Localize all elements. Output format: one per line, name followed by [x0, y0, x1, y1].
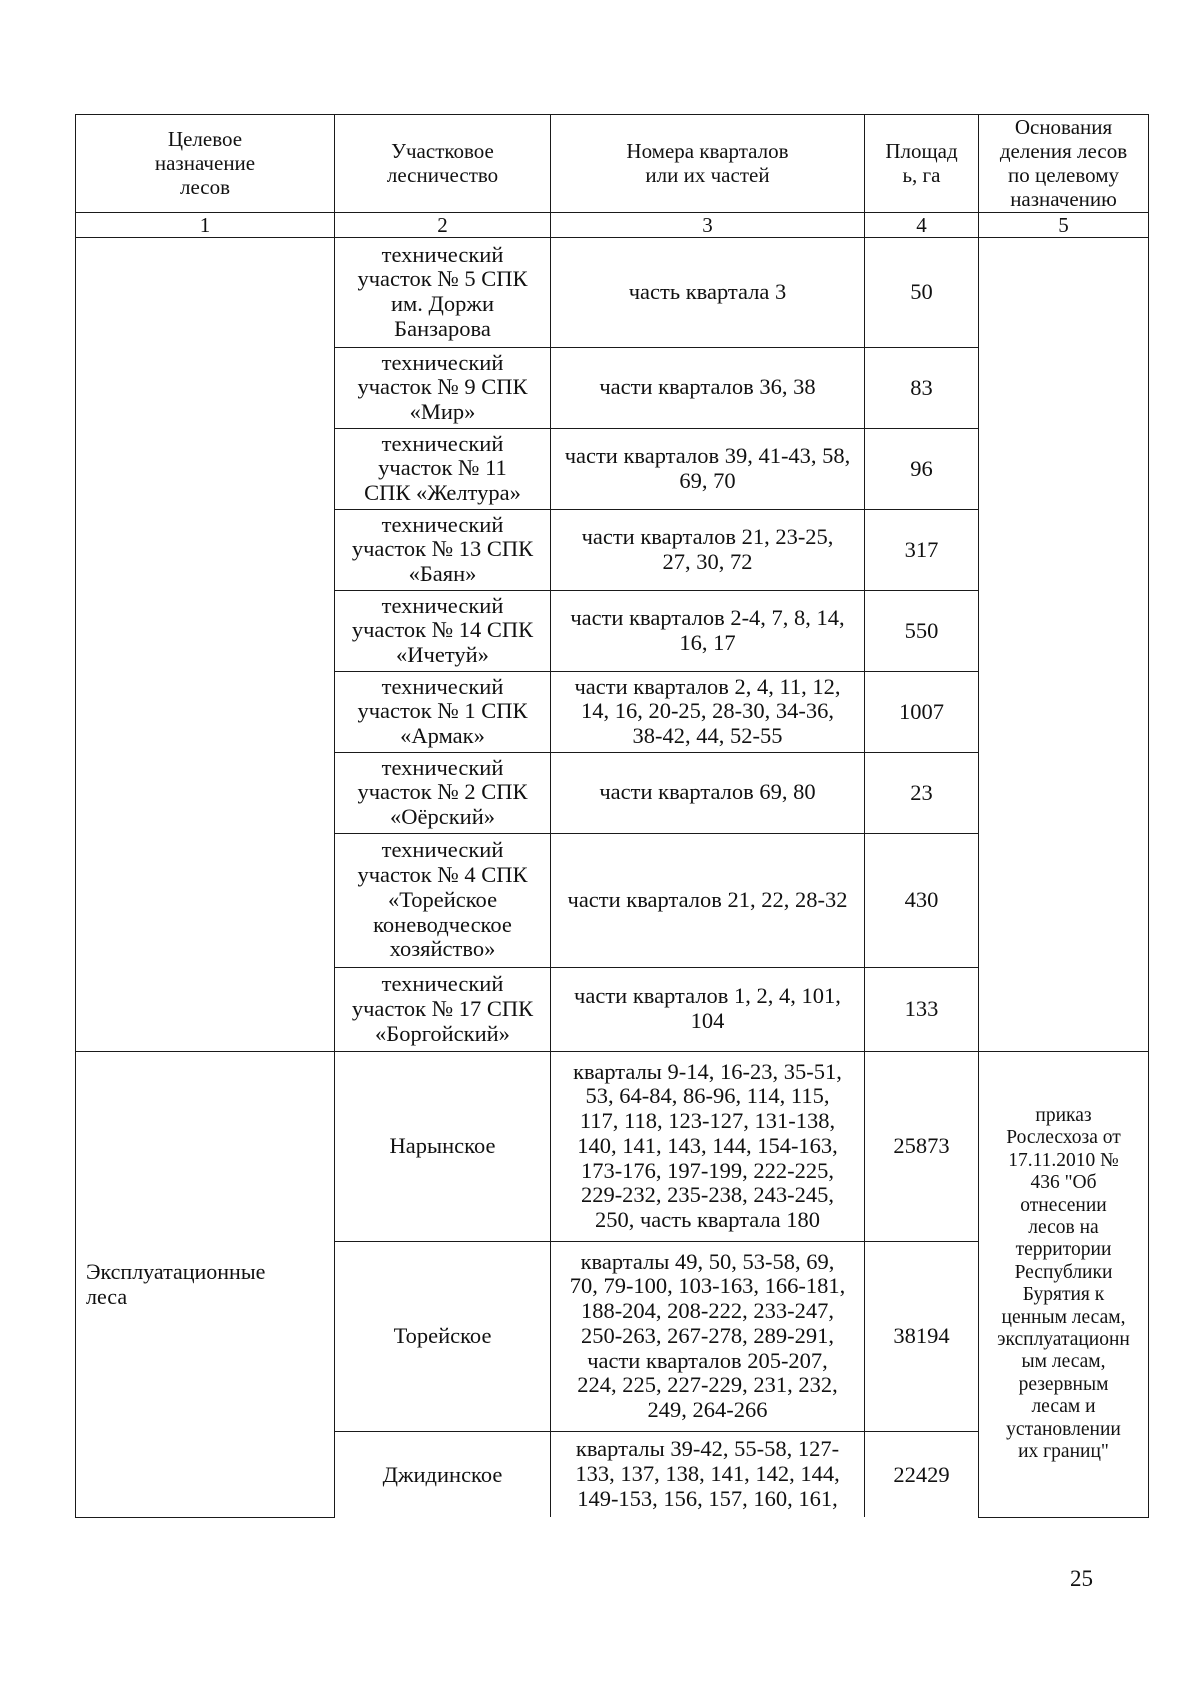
quarters-cell-line: 250, часть квартала 180	[594, 1207, 821, 1233]
area-cell	[865, 752, 979, 833]
forestry-cell	[335, 671, 551, 752]
forestry-cell-line: Торейское	[393, 1323, 492, 1349]
purpose-cell-line: леса	[86, 1284, 128, 1310]
area-cell-line: 1007	[899, 698, 944, 724]
quarters-cell	[551, 833, 865, 967]
basis-cell-line: территории	[1015, 1239, 1112, 1261]
basis-cell-line: Республики	[1014, 1261, 1113, 1283]
quarters-cell	[551, 671, 865, 752]
column-header-line: назначение	[154, 151, 256, 176]
column-header-line: лесничество	[386, 163, 499, 188]
quarters-cell-line: 133, 137, 138, 141, 142, 144,	[575, 1461, 840, 1487]
forestry-cell-line: технический	[381, 241, 504, 267]
column-header	[551, 115, 865, 213]
quarters-cell	[551, 347, 865, 428]
quarters-cell-line: части кварталов 1, 2, 4, 101,	[574, 983, 841, 1009]
quarters-cell	[551, 1051, 865, 1241]
area-cell	[865, 833, 979, 967]
column-header-line: назначению	[1010, 187, 1117, 212]
column-number	[335, 212, 551, 237]
purpose-cell-empty	[76, 237, 335, 1051]
forestry-cell	[335, 590, 551, 671]
column-number-line: 5	[1058, 212, 1069, 237]
forestry-cell-line: им. Доржи	[391, 291, 494, 317]
forestry-cell-line: технический	[381, 349, 504, 375]
forestry-cell-line: технический	[381, 430, 504, 456]
table-row	[76, 1051, 1149, 1241]
area-cell	[865, 1051, 979, 1241]
forestry-cell-line: Нарынское	[389, 1133, 496, 1159]
basis-cell-line: ценным лесам,	[1001, 1306, 1126, 1328]
quarters-cell-line: 250-263, 267-278, 289-291,	[580, 1322, 835, 1348]
quarters-cell-line: 229-232, 235-238, 243-245,	[580, 1182, 835, 1208]
column-header-line: по целевому	[1007, 163, 1119, 188]
forestry-cell	[335, 237, 551, 347]
quarters-cell-line: части кварталов 205-207,	[587, 1347, 828, 1373]
column-header	[335, 115, 551, 213]
area-cell	[865, 428, 979, 509]
forestry-cell	[335, 1431, 551, 1517]
forestry-cell-line: участок № 13 СПК	[351, 536, 534, 562]
forestry-cell	[335, 428, 551, 509]
column-number-line: 1	[199, 212, 211, 237]
forestry-cell-line: технический	[381, 511, 504, 537]
forestry-cell-line: участок № 1 СПК	[357, 698, 528, 724]
quarters-cell-line: 16, 17	[679, 629, 736, 655]
quarters-cell-line: кварталы 39-42, 55-58, 127-	[575, 1436, 840, 1462]
forestry-cell-line: Джидинское	[382, 1461, 503, 1487]
quarters-cell-line: часть квартала 3	[628, 278, 787, 304]
header-row	[76, 115, 1149, 213]
area-cell	[865, 590, 979, 671]
basis-cell-line: их границ"	[1018, 1441, 1109, 1463]
quarters-cell-line: 27, 30, 72	[662, 548, 753, 574]
forestry-cell-line: Банзарова	[394, 315, 491, 341]
column-header-line: Номера кварталов	[626, 139, 789, 164]
forestry-cell-line: «Боргойский»	[375, 1020, 510, 1046]
forestry-cell-line: технический	[381, 971, 504, 997]
forestry-cell-line: технический	[381, 592, 504, 618]
column-number-line: 3	[702, 212, 713, 237]
column-header	[865, 115, 979, 213]
forestry-cell-line: участок № 14 СПК	[351, 617, 534, 643]
column-number-row	[76, 212, 1149, 237]
column-header-line: Участковое	[391, 139, 494, 164]
quarters-cell-line: 53, 64-84, 86-96, 114, 115,	[585, 1083, 830, 1109]
forestry-cell	[335, 833, 551, 967]
quarters-cell-line: 104	[690, 1008, 725, 1034]
quarters-cell	[551, 1431, 865, 1517]
basis-cell	[979, 1051, 1149, 1517]
area-cell	[865, 967, 979, 1051]
column-number	[979, 212, 1149, 237]
column-header	[76, 115, 335, 213]
column-number	[865, 212, 979, 237]
quarters-cell-line: 69, 70	[679, 467, 736, 493]
area-cell	[865, 347, 979, 428]
basis-cell-line: лесам и	[1031, 1396, 1096, 1418]
quarters-cell-line: 14, 16, 20-25, 28-30, 34-36,	[580, 698, 835, 724]
forestry-cell-line: СПК «Желтура»	[364, 480, 521, 506]
area-cell	[865, 237, 979, 347]
basis-cell-line: резервным	[1018, 1373, 1109, 1395]
basis-cell-line: приказ	[1035, 1104, 1092, 1126]
column-number	[76, 212, 335, 237]
forestry-cell-line: участок № 11	[378, 455, 507, 481]
quarters-cell	[551, 752, 865, 833]
basis-cell-empty	[979, 237, 1149, 1051]
forestry-cell	[335, 509, 551, 590]
forestry-cell	[335, 1051, 551, 1241]
column-header-line: ь, га	[902, 163, 941, 188]
purpose-cell-line: Эксплуатационные	[86, 1258, 266, 1284]
column-header-line: Основания	[1014, 115, 1113, 139]
column-number	[551, 212, 865, 237]
forestry-cell-line: технический	[381, 754, 504, 780]
quarters-cell-line: 70, 79-100, 103-163, 166-181,	[569, 1273, 846, 1299]
area-cell	[865, 671, 979, 752]
quarters-cell	[551, 428, 865, 509]
forestry-cell-line: участок № 2 СПК	[357, 779, 528, 805]
area-cell-line: 38194	[893, 1323, 950, 1349]
basis-cell-line: установлении	[1006, 1418, 1121, 1440]
column-header	[979, 115, 1149, 213]
forest-purpose-table	[75, 114, 1149, 1518]
table-row	[76, 237, 1149, 347]
quarters-cell-line: кварталы 9-14, 16-23, 35-51,	[573, 1058, 842, 1084]
area-cell-line: 550	[904, 617, 939, 643]
quarters-cell	[551, 967, 865, 1051]
forestry-cell-line: участок № 17 СПК	[351, 995, 534, 1021]
forestry-cell	[335, 1241, 551, 1431]
forestry-cell-line: коневодческое	[373, 911, 512, 937]
forestry-cell-line: участок № 4 СПК	[357, 862, 528, 888]
forestry-cell-line: «Баян»	[408, 561, 477, 587]
forestry-cell-line: технический	[381, 837, 504, 863]
quarters-cell-line: части кварталов 21, 22, 28-32	[567, 886, 848, 912]
quarters-cell-line: 173-176, 197-199, 222-225,	[580, 1157, 835, 1183]
quarters-cell-line: части кварталов 36, 38	[599, 374, 816, 400]
area-cell-line: 133	[904, 996, 939, 1022]
forestry-cell-line: технический	[381, 673, 504, 699]
quarters-cell-line: 224, 225, 227-229, 231, 232,	[577, 1372, 838, 1398]
forestry-cell-line: «Оёрский»	[390, 804, 495, 830]
basis-cell-line: лесов на	[1028, 1216, 1099, 1238]
column-number-line: 2	[437, 212, 448, 237]
quarters-cell	[551, 509, 865, 590]
page-number: 25	[1070, 1566, 1093, 1591]
forestry-cell	[335, 752, 551, 833]
basis-cell-line: 17.11.2010 №	[1008, 1149, 1119, 1171]
area-cell-line: 430	[904, 887, 939, 913]
area-cell	[865, 509, 979, 590]
forestry-cell-line: «Торейское	[387, 886, 498, 912]
quarters-cell-line: части кварталов 69, 80	[599, 779, 816, 805]
quarters-cell-line: 140, 141, 143, 144, 154-163,	[577, 1132, 838, 1158]
column-header-line: Целевое	[167, 127, 243, 152]
quarters-cell-line: 249, 264-266	[647, 1397, 768, 1423]
area-cell	[865, 1241, 979, 1431]
basis-cell-line: Рослесхоза от	[1006, 1127, 1121, 1149]
purpose-cell	[76, 1051, 335, 1517]
forestry-cell-line: хозяйство»	[389, 936, 496, 962]
area-cell-line: 50	[910, 279, 933, 305]
forestry-cell-line: «Ичетуй»	[396, 642, 489, 668]
basis-cell-line: отнесении	[1020, 1194, 1107, 1216]
basis-cell-line: ым лесам,	[1021, 1351, 1106, 1373]
quarters-cell-line: 38-42, 44, 52-55	[632, 723, 783, 749]
quarters-cell-line: 149-153, 156, 157, 160, 161,	[577, 1485, 838, 1511]
area-cell-line: 22429	[893, 1461, 950, 1487]
quarters-cell-line: части кварталов 39, 41-43, 58,	[564, 442, 851, 468]
column-header-line: деления лесов	[999, 139, 1128, 164]
forestry-cell	[335, 347, 551, 428]
area-cell-line: 317	[904, 536, 939, 562]
area-cell-line: 25873	[893, 1133, 950, 1159]
forestry-cell	[335, 967, 551, 1051]
quarters-cell-line: 117, 118, 123-127, 131-138,	[579, 1108, 836, 1134]
basis-cell-line: эксплуатационн	[997, 1329, 1130, 1351]
forestry-cell-line: «Армак»	[400, 723, 485, 749]
area-cell-line: 23	[910, 779, 933, 805]
area-cell-line: 83	[910, 374, 933, 400]
quarters-cell-line: кварталы 49, 50, 53-58, 69,	[580, 1248, 835, 1274]
quarters-cell-line: части кварталов 2, 4, 11, 12,	[574, 673, 841, 699]
quarters-cell	[551, 237, 865, 347]
forestry-cell-line: участок № 9 СПК	[357, 374, 528, 400]
column-header-line: Площад	[885, 139, 958, 164]
area-cell-line: 96	[910, 455, 933, 481]
quarters-cell-line: 188-204, 208-222, 233-247,	[580, 1298, 835, 1324]
quarters-cell-line: части кварталов 2-4, 7, 8, 14,	[570, 604, 845, 630]
quarters-cell	[551, 590, 865, 671]
basis-cell-line: Бурятия к	[1022, 1284, 1105, 1306]
area-cell	[865, 1431, 979, 1517]
forestry-cell-line: участок № 5 СПК	[357, 266, 528, 292]
column-header-line: или их частей	[645, 163, 770, 188]
quarters-cell	[551, 1241, 865, 1431]
quarters-cell-line: части кварталов 21, 23-25,	[581, 523, 834, 549]
column-header-line: лесов	[179, 175, 231, 200]
basis-cell-line: 436 "Об	[1030, 1172, 1097, 1194]
forestry-cell-line: «Мир»	[409, 399, 476, 425]
column-number-line: 4	[916, 212, 927, 237]
